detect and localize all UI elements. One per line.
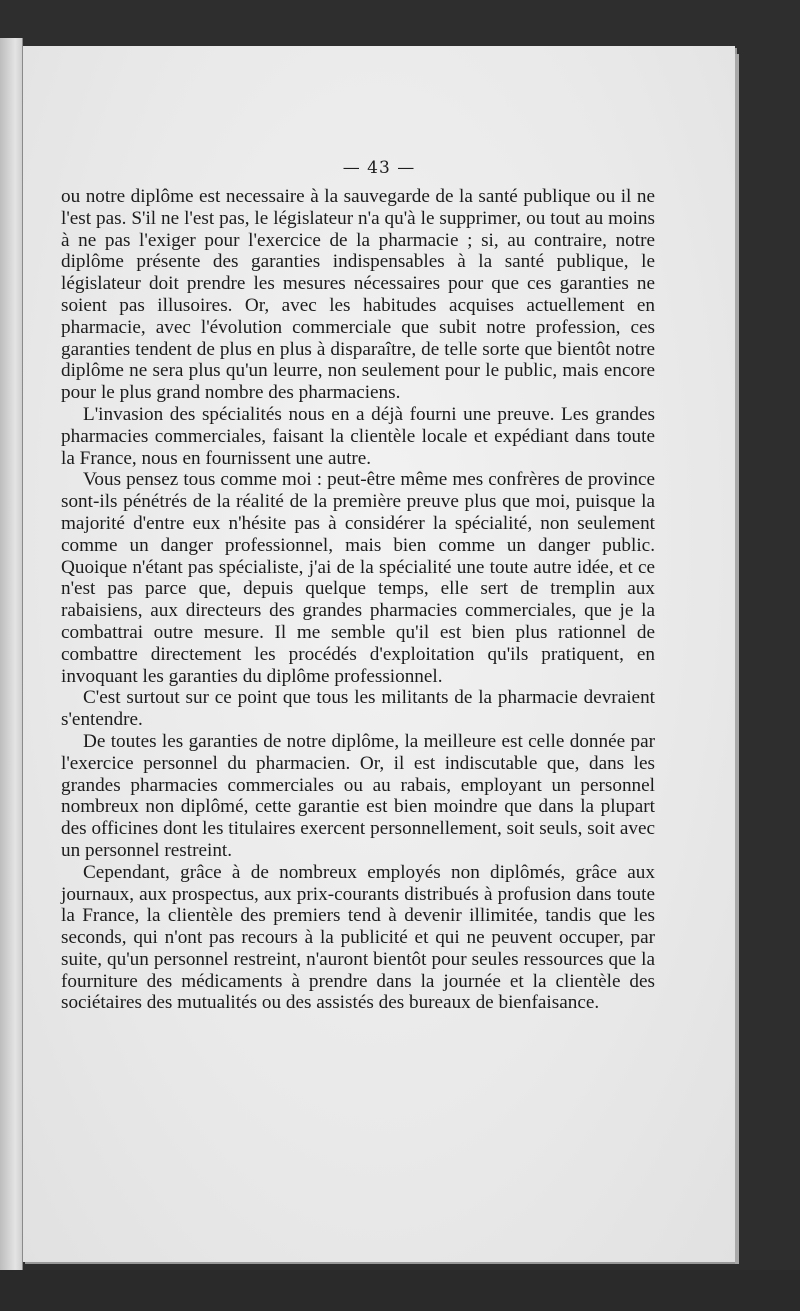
page-number: — 43 — [342,158,416,178]
scan-background [0,1270,800,1311]
paragraph: De toutes les garanties de notre diplôme, la meilleure est celle donnée par l'exercice personnel du pharmacien. Or, il est indiscutable que, dans les grandes pharmacies commerciales ou au rabais, employant un personnel nombreux non diplômé, cette garantie est bien moindre que dans la plupart des officines dont les titulaires exercent personnellement, soit seuls, soit avec un personnel restreint. [61,730,655,861]
paragraph: Vous pensez tous comme moi : peut-être même mes confrères de province sont-ils pénétrés de la réalité de la première preuve plus que moi, puisque la majorité d'entre eux n'hésite pas à considérer la spécialité, non seulement comme un danger professionnel, mais bien comme un danger public. Quoique n'étant pas spécialiste, j'ai de la spécialité une toute autre idée, et ce n'est pas parce que, depuis quelque temps, elle sert de tremplin aux rabaisiens, aux directeurs des grandes pharmacies commerciales, que je la combattrai outre mesure. Il me semble qu'il est bien plus rationnel de combattre directement les procédés d'exploitation qu'ils pratiquent, en invoquant les garanties du diplôme professionnel. [61,469,655,687]
previous-page-edge [0,38,23,1278]
paragraph: ou notre diplôme est necessaire à la sauvegarde de la santé publique ou il ne l'est pas. S'il ne l'est pas, le législateur n'a qu'à le supprimer, ou tout au moins à ne pas l'exiger pour l'exercice de la pharmacie ; si, au contraire, notre diplôme présente des garanties indispensables à la santé publique, le législateur doit prendre les mesures nécessaires pour que ces garanties ne soient pas illusoires. Or, avec les habitudes acquises actuellement en pharmacie, avec l'évolution commerciale que subit notre profession, ces garanties tendent de plus en plus à disparaître, de telle sorte que bientôt notre diplôme ne sera plus qu'un leurre, non seulement pour le public, mais encore pour le plus grand nombre des pharmaciens. [61,186,655,404]
paragraph: L'invasion des spécialités nous en a déjà fourni une preuve. Les grandes pharmacies commerciales, faisant la clientèle locale et expédiant dans toute la France, nous en fournissent une autre. [61,403,655,469]
page-sheet [23,46,735,1262]
paragraph: C'est surtout sur ce point que tous les militants de la pharmacie devraient s'entendre. [61,687,655,731]
body-text [61,186,655,1014]
paragraph: Cependant, grâce à de nombreux employés non diplômés, grâce aux journaux, aux prospectus, aux prix-courants distribués à profusion dans toute la France, la clientèle des premiers tend à devenir illimitée, tandis que les seconds, qui n'ont pas recours à la publicité et qui ne peuvent occuper, par suite, qu'un personnel restreint, n'auront bientôt pour seules ressources que la fourniture des médicaments à prendre dans la journée et la clientèle des sociétaires des mutualités ou des assistés des bureaux de bienfaisance. [61,861,655,1014]
page-edge-shadow [735,54,739,1264]
